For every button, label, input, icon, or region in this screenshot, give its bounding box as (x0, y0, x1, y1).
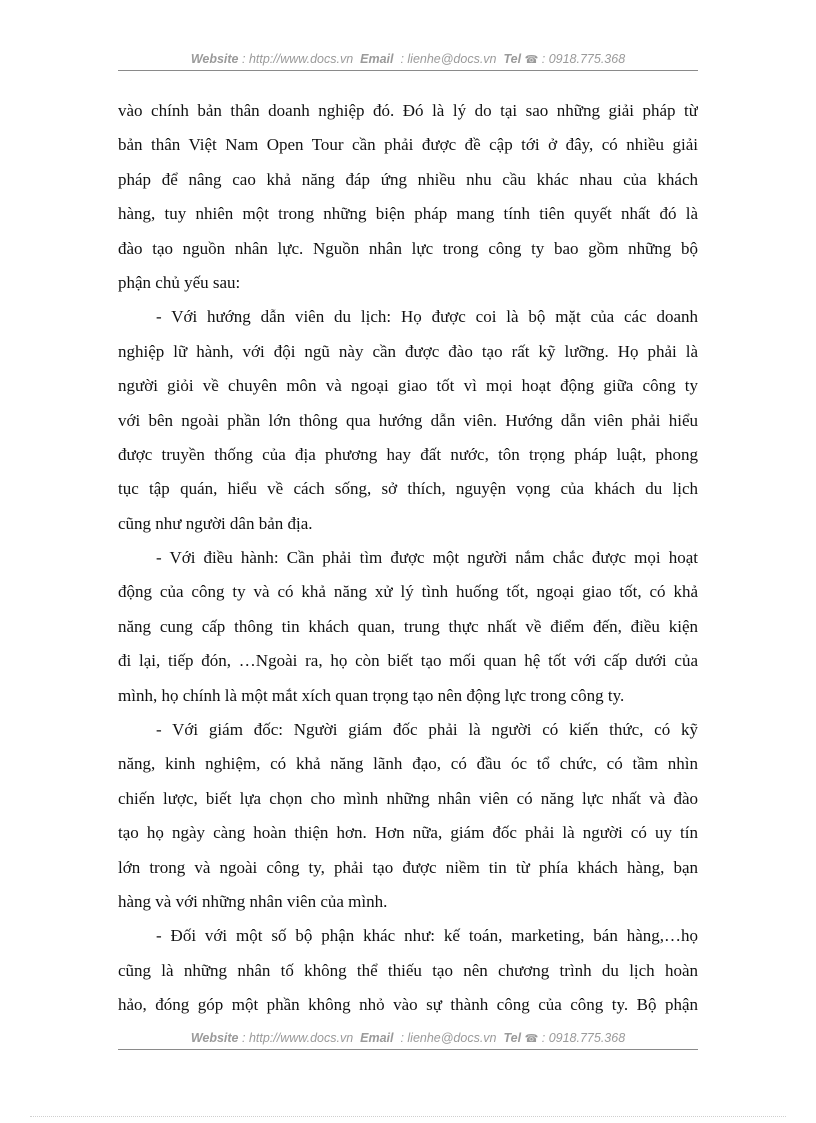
text-line: cũng như người dân bản địa. (118, 513, 313, 533)
website-value: : http://www.docs.vn (242, 52, 354, 66)
text-line: bản thân Việt Nam Open Tour cần phải được đề cập tới ở đây, có nhiều giải (118, 135, 698, 155)
text-line: nghiệp lữ hành, với đội ngũ này cần được đào tạo rất kỹ lưỡng. Họ phải là (118, 341, 698, 361)
text-line: hàng, tuy nhiên một trong những biện pháp mang tính tiên quyết nhất đó là (118, 204, 698, 224)
text-line: năng cung cấp thông tin khách quan, trung thực nhất về điểm đến, điều kiện (118, 616, 698, 636)
website-label: Website (190, 52, 239, 66)
email-value: : lienhe@docs.vn (400, 52, 497, 66)
text-line: hảo, đóng góp một phần không nhỏ vào sự thành công của công ty. Bộ phận (118, 995, 698, 1015)
text-line: được truyền thống của địa phương hay đất nước, tôn trọng pháp luật, phong (118, 444, 698, 464)
text-line: hàng và với những nhân viên của mình. (118, 891, 388, 911)
email-label: Email (360, 1031, 394, 1045)
text-line: năng, kinh nghiệm, có khả năng lãnh đạo, có đầu óc tổ chức, có tầm nhìn (118, 754, 698, 774)
phone-icon: ☎ (524, 54, 539, 66)
text-line: lớn trong và ngoài công ty, phải tạo được niềm tin từ phía khách hàng, bạn (118, 857, 698, 877)
text-line: đi lại, tiếp đón, …Ngoài ra, họ còn biết tạo mối quan hệ tốt với cấp dưới của (118, 651, 698, 671)
tel-label: Tel (503, 52, 522, 66)
text-line: tạo họ ngày càng hoàn thiện hơn. Hơn nữa, giám đốc phải là người có uy tín (118, 823, 698, 843)
page-footer (118, 1031, 698, 1045)
text-line: - Với điều hành: Cần phải tìm được một người nắm chắc được mọi hoạt (156, 548, 698, 568)
text-line: động của công ty và có khả năng xử lý tình huống tốt, ngoại giao tốt, có khả (118, 582, 698, 602)
footer-divider (118, 1049, 698, 1050)
text-line: - Với giám đốc: Người giám đốc phải là người có kiến thức, có kỹ (156, 720, 698, 740)
text-line: vào chính bản thân doanh nghiệp đó. Đó là lý do tại sao những giải pháp từ (118, 101, 698, 120)
text-line: - Với hướng dẫn viên du lịch: Họ được coi là bộ mặt của các doanh (156, 307, 698, 327)
email-label: Email (360, 52, 394, 66)
text-line: phận chủ yếu sau: (118, 272, 241, 292)
text-line: pháp để nâng cao khả năng đáp ứng nhiều nhu cầu khác nhau của khách (118, 169, 698, 189)
text-line: tục tập quán, hiểu về cách sống, sở thích, nguyện vọng của khách du lịch (118, 479, 698, 499)
tel-value: : 0918.775.368 (541, 52, 626, 66)
document-body (118, 94, 698, 1023)
page-edge-divider (30, 1116, 786, 1117)
email-value: : lienhe@docs.vn (400, 1031, 497, 1045)
tel-value: : 0918.775.368 (541, 1031, 626, 1045)
page-header (118, 52, 698, 66)
text-line: - Đối với một số bộ phận khác như: kế toán, marketing, bán hàng,…họ (156, 926, 698, 946)
website-label: Website (190, 1031, 239, 1045)
text-line: chiến lược, biết lựa chọn cho mình những nhân viên có năng lực nhất và đào (118, 788, 698, 808)
text-line: với bên ngoài phần lớn thông qua hướng dẫn viên. Hướng dẫn viên phải hiểu (118, 410, 698, 430)
text-line: cũng là những nhân tố không thể thiếu tạo nên chương trình du lịch hoàn (118, 960, 698, 980)
phone-icon: ☎ (524, 1033, 539, 1045)
header-divider (118, 70, 698, 71)
text-line: người giỏi về chuyên môn và ngoại giao tốt vì mọi hoạt động giữa công ty (118, 376, 698, 396)
text-line: mình, họ chính là một mắt xích quan trọng tạo nên động lực trong công ty. (118, 685, 625, 705)
text-line: đào tạo nguồn nhân lực. Nguồn nhân lực trong công ty bao gồm những bộ (118, 238, 698, 258)
tel-label: Tel (503, 1031, 522, 1045)
website-value: : http://www.docs.vn (242, 1031, 354, 1045)
